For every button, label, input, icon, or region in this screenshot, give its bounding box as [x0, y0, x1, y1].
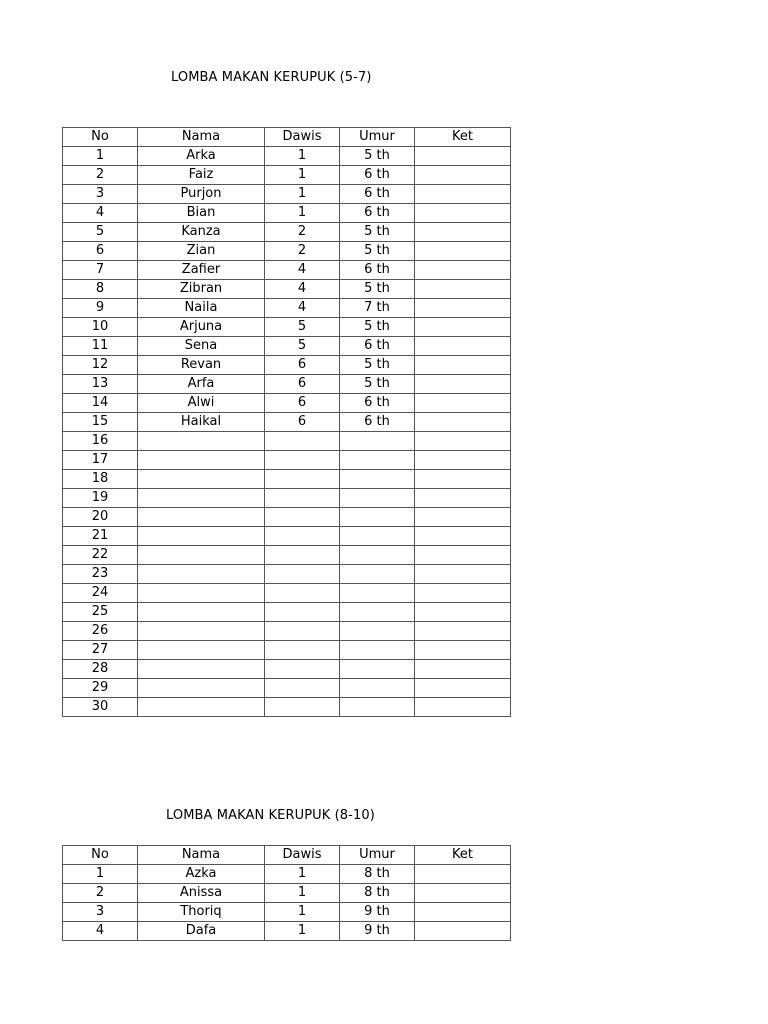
cell-no: 28 [63, 660, 138, 679]
table-row [63, 204, 511, 223]
cell-no: 4 [63, 922, 138, 941]
participants-table-8-10 [62, 845, 511, 941]
cell-no: 19 [63, 489, 138, 508]
cell-ket [415, 489, 511, 508]
cell-umur [340, 603, 415, 622]
cell-dawis [265, 603, 340, 622]
cell-dawis [265, 451, 340, 470]
cell-nama: Alwi [138, 394, 265, 413]
cell-dawis [265, 527, 340, 546]
cell-dawis: 6 [265, 413, 340, 432]
table-row [63, 356, 511, 375]
cell-no: 13 [63, 375, 138, 394]
cell-ket [415, 318, 511, 337]
cell-nama [138, 660, 265, 679]
cell-nama: Zafier [138, 261, 265, 280]
table-row [63, 375, 511, 394]
cell-dawis: 1 [265, 884, 340, 903]
table-row [63, 527, 511, 546]
cell-nama: Sena [138, 337, 265, 356]
cell-umur [340, 698, 415, 717]
cell-nama: Zibran [138, 280, 265, 299]
table-row [63, 166, 511, 185]
cell-umur [340, 508, 415, 527]
cell-umur [340, 622, 415, 641]
cell-dawis: 6 [265, 375, 340, 394]
cell-nama [138, 565, 265, 584]
cell-dawis [265, 489, 340, 508]
cell-ket [415, 413, 511, 432]
cell-nama: Arjuna [138, 318, 265, 337]
table-row [63, 337, 511, 356]
cell-no: 25 [63, 603, 138, 622]
cell-nama [138, 546, 265, 565]
cell-no: 9 [63, 299, 138, 318]
column-header-nama: Nama [138, 846, 265, 865]
table-row [63, 242, 511, 261]
cell-nama [138, 470, 265, 489]
cell-umur: 5 th [340, 147, 415, 166]
table-row [63, 603, 511, 622]
cell-nama [138, 451, 265, 470]
column-header-umur: Umur [340, 128, 415, 147]
table-row [63, 865, 511, 884]
cell-ket [415, 922, 511, 941]
cell-nama: Haikal [138, 413, 265, 432]
cell-ket [415, 584, 511, 603]
cell-ket [415, 299, 511, 318]
cell-ket [415, 280, 511, 299]
cell-umur: 6 th [340, 261, 415, 280]
table-row [63, 679, 511, 698]
cell-umur: 7 th [340, 299, 415, 318]
cell-nama: Arfa [138, 375, 265, 394]
cell-no: 3 [63, 903, 138, 922]
table-row [63, 698, 511, 717]
cell-dawis: 2 [265, 223, 340, 242]
cell-ket [415, 865, 511, 884]
column-header-no: No [63, 128, 138, 147]
cell-umur: 5 th [340, 223, 415, 242]
cell-ket [415, 166, 511, 185]
cell-dawis: 4 [265, 280, 340, 299]
cell-nama: Anissa [138, 884, 265, 903]
cell-nama: Zian [138, 242, 265, 261]
table-row [63, 641, 511, 660]
cell-dawis: 5 [265, 337, 340, 356]
cell-no: 2 [63, 884, 138, 903]
cell-ket [415, 470, 511, 489]
cell-no: 22 [63, 546, 138, 565]
cell-ket [415, 242, 511, 261]
cell-ket [415, 337, 511, 356]
cell-no: 21 [63, 527, 138, 546]
cell-nama: Revan [138, 356, 265, 375]
cell-umur [340, 451, 415, 470]
cell-nama: Bian [138, 204, 265, 223]
cell-dawis: 1 [265, 204, 340, 223]
cell-ket [415, 884, 511, 903]
cell-nama: Arka [138, 147, 265, 166]
cell-umur: 5 th [340, 375, 415, 394]
cell-ket [415, 356, 511, 375]
cell-no: 2 [63, 166, 138, 185]
cell-dawis [265, 470, 340, 489]
cell-ket [415, 394, 511, 413]
table-row [63, 280, 511, 299]
cell-ket [415, 641, 511, 660]
cell-no: 26 [63, 622, 138, 641]
cell-dawis: 1 [265, 865, 340, 884]
cell-umur: 6 th [340, 166, 415, 185]
cell-no: 30 [63, 698, 138, 717]
cell-dawis [265, 679, 340, 698]
cell-dawis: 4 [265, 299, 340, 318]
cell-nama: Faiz [138, 166, 265, 185]
cell-dawis: 1 [265, 903, 340, 922]
cell-no: 1 [63, 865, 138, 884]
participants-table-5-7 [62, 127, 511, 717]
table-header-row [63, 846, 511, 865]
cell-nama: Kanza [138, 223, 265, 242]
cell-ket [415, 451, 511, 470]
cell-ket [415, 903, 511, 922]
table-row [63, 660, 511, 679]
table-row [63, 223, 511, 242]
table-row [63, 508, 511, 527]
column-header-no: No [63, 846, 138, 865]
cell-ket [415, 223, 511, 242]
cell-nama [138, 527, 265, 546]
cell-ket [415, 204, 511, 223]
cell-no: 7 [63, 261, 138, 280]
cell-no: 10 [63, 318, 138, 337]
table-row [63, 318, 511, 337]
cell-nama: Dafa [138, 922, 265, 941]
cell-nama: Naila [138, 299, 265, 318]
cell-nama [138, 584, 265, 603]
column-header-nama: Nama [138, 128, 265, 147]
cell-no: 29 [63, 679, 138, 698]
cell-dawis [265, 622, 340, 641]
cell-dawis [265, 641, 340, 660]
table-row [63, 903, 511, 922]
cell-dawis [265, 508, 340, 527]
cell-no: 6 [63, 242, 138, 261]
cell-ket [415, 432, 511, 451]
table-row [63, 413, 511, 432]
table-row [63, 922, 511, 941]
table-row [63, 299, 511, 318]
cell-dawis: 6 [265, 394, 340, 413]
cell-nama [138, 603, 265, 622]
cell-umur: 9 th [340, 903, 415, 922]
cell-ket [415, 546, 511, 565]
cell-dawis [265, 584, 340, 603]
cell-ket [415, 622, 511, 641]
cell-nama [138, 679, 265, 698]
cell-dawis: 2 [265, 242, 340, 261]
cell-dawis: 5 [265, 318, 340, 337]
cell-ket [415, 185, 511, 204]
cell-umur: 8 th [340, 884, 415, 903]
cell-umur: 6 th [340, 337, 415, 356]
table-row [63, 489, 511, 508]
cell-dawis: 1 [265, 166, 340, 185]
cell-umur [340, 584, 415, 603]
table-row [63, 546, 511, 565]
cell-dawis [265, 546, 340, 565]
table-row [63, 584, 511, 603]
cell-umur: 6 th [340, 413, 415, 432]
section-title-5-7: LOMBA MAKAN KERUPUK (5-7) [171, 70, 372, 85]
cell-ket [415, 375, 511, 394]
cell-no: 17 [63, 451, 138, 470]
table-row [63, 147, 511, 166]
cell-dawis: 1 [265, 922, 340, 941]
cell-no: 4 [63, 204, 138, 223]
column-header-ket: Ket [415, 128, 511, 147]
table-row [63, 432, 511, 451]
cell-nama: Thoriq [138, 903, 265, 922]
cell-dawis [265, 565, 340, 584]
cell-umur [340, 641, 415, 660]
table-row [63, 622, 511, 641]
table-row [63, 470, 511, 489]
cell-dawis [265, 698, 340, 717]
cell-dawis: 1 [265, 185, 340, 204]
cell-ket [415, 698, 511, 717]
table-row [63, 394, 511, 413]
cell-ket [415, 565, 511, 584]
cell-no: 20 [63, 508, 138, 527]
cell-umur [340, 489, 415, 508]
cell-dawis [265, 432, 340, 451]
cell-no: 11 [63, 337, 138, 356]
cell-umur [340, 565, 415, 584]
cell-umur [340, 679, 415, 698]
cell-no: 5 [63, 223, 138, 242]
cell-nama [138, 489, 265, 508]
column-header-ket: Ket [415, 846, 511, 865]
cell-ket [415, 660, 511, 679]
cell-umur [340, 470, 415, 489]
cell-no: 23 [63, 565, 138, 584]
cell-umur: 6 th [340, 394, 415, 413]
cell-dawis: 1 [265, 147, 340, 166]
cell-ket [415, 603, 511, 622]
column-header-dawis: Dawis [265, 846, 340, 865]
table-row [63, 185, 511, 204]
column-header-umur: Umur [340, 846, 415, 865]
cell-no: 18 [63, 470, 138, 489]
cell-nama [138, 698, 265, 717]
cell-ket [415, 508, 511, 527]
cell-umur [340, 432, 415, 451]
cell-ket [415, 679, 511, 698]
cell-umur: 5 th [340, 356, 415, 375]
cell-nama: Azka [138, 865, 265, 884]
cell-no: 16 [63, 432, 138, 451]
table-row [63, 451, 511, 470]
cell-nama [138, 641, 265, 660]
cell-no: 15 [63, 413, 138, 432]
cell-nama [138, 508, 265, 527]
cell-ket [415, 527, 511, 546]
cell-umur: 6 th [340, 185, 415, 204]
cell-umur: 9 th [340, 922, 415, 941]
cell-dawis: 6 [265, 356, 340, 375]
cell-no: 8 [63, 280, 138, 299]
section-title-8-10: LOMBA MAKAN KERUPUK (8-10) [166, 808, 375, 823]
cell-umur: 8 th [340, 865, 415, 884]
cell-dawis [265, 660, 340, 679]
cell-no: 24 [63, 584, 138, 603]
cell-no: 12 [63, 356, 138, 375]
cell-nama [138, 622, 265, 641]
table-header-row [63, 128, 511, 147]
cell-no: 14 [63, 394, 138, 413]
cell-no: 3 [63, 185, 138, 204]
cell-umur: 5 th [340, 318, 415, 337]
cell-umur [340, 546, 415, 565]
cell-umur: 5 th [340, 280, 415, 299]
cell-umur [340, 660, 415, 679]
table-row [63, 884, 511, 903]
table-row [63, 565, 511, 584]
cell-dawis: 4 [265, 261, 340, 280]
column-header-dawis: Dawis [265, 128, 340, 147]
table-row [63, 261, 511, 280]
cell-umur [340, 527, 415, 546]
cell-nama: Purjon [138, 185, 265, 204]
cell-nama [138, 432, 265, 451]
cell-no: 1 [63, 147, 138, 166]
cell-umur: 5 th [340, 242, 415, 261]
cell-ket [415, 261, 511, 280]
cell-umur: 6 th [340, 204, 415, 223]
cell-no: 27 [63, 641, 138, 660]
cell-ket [415, 147, 511, 166]
